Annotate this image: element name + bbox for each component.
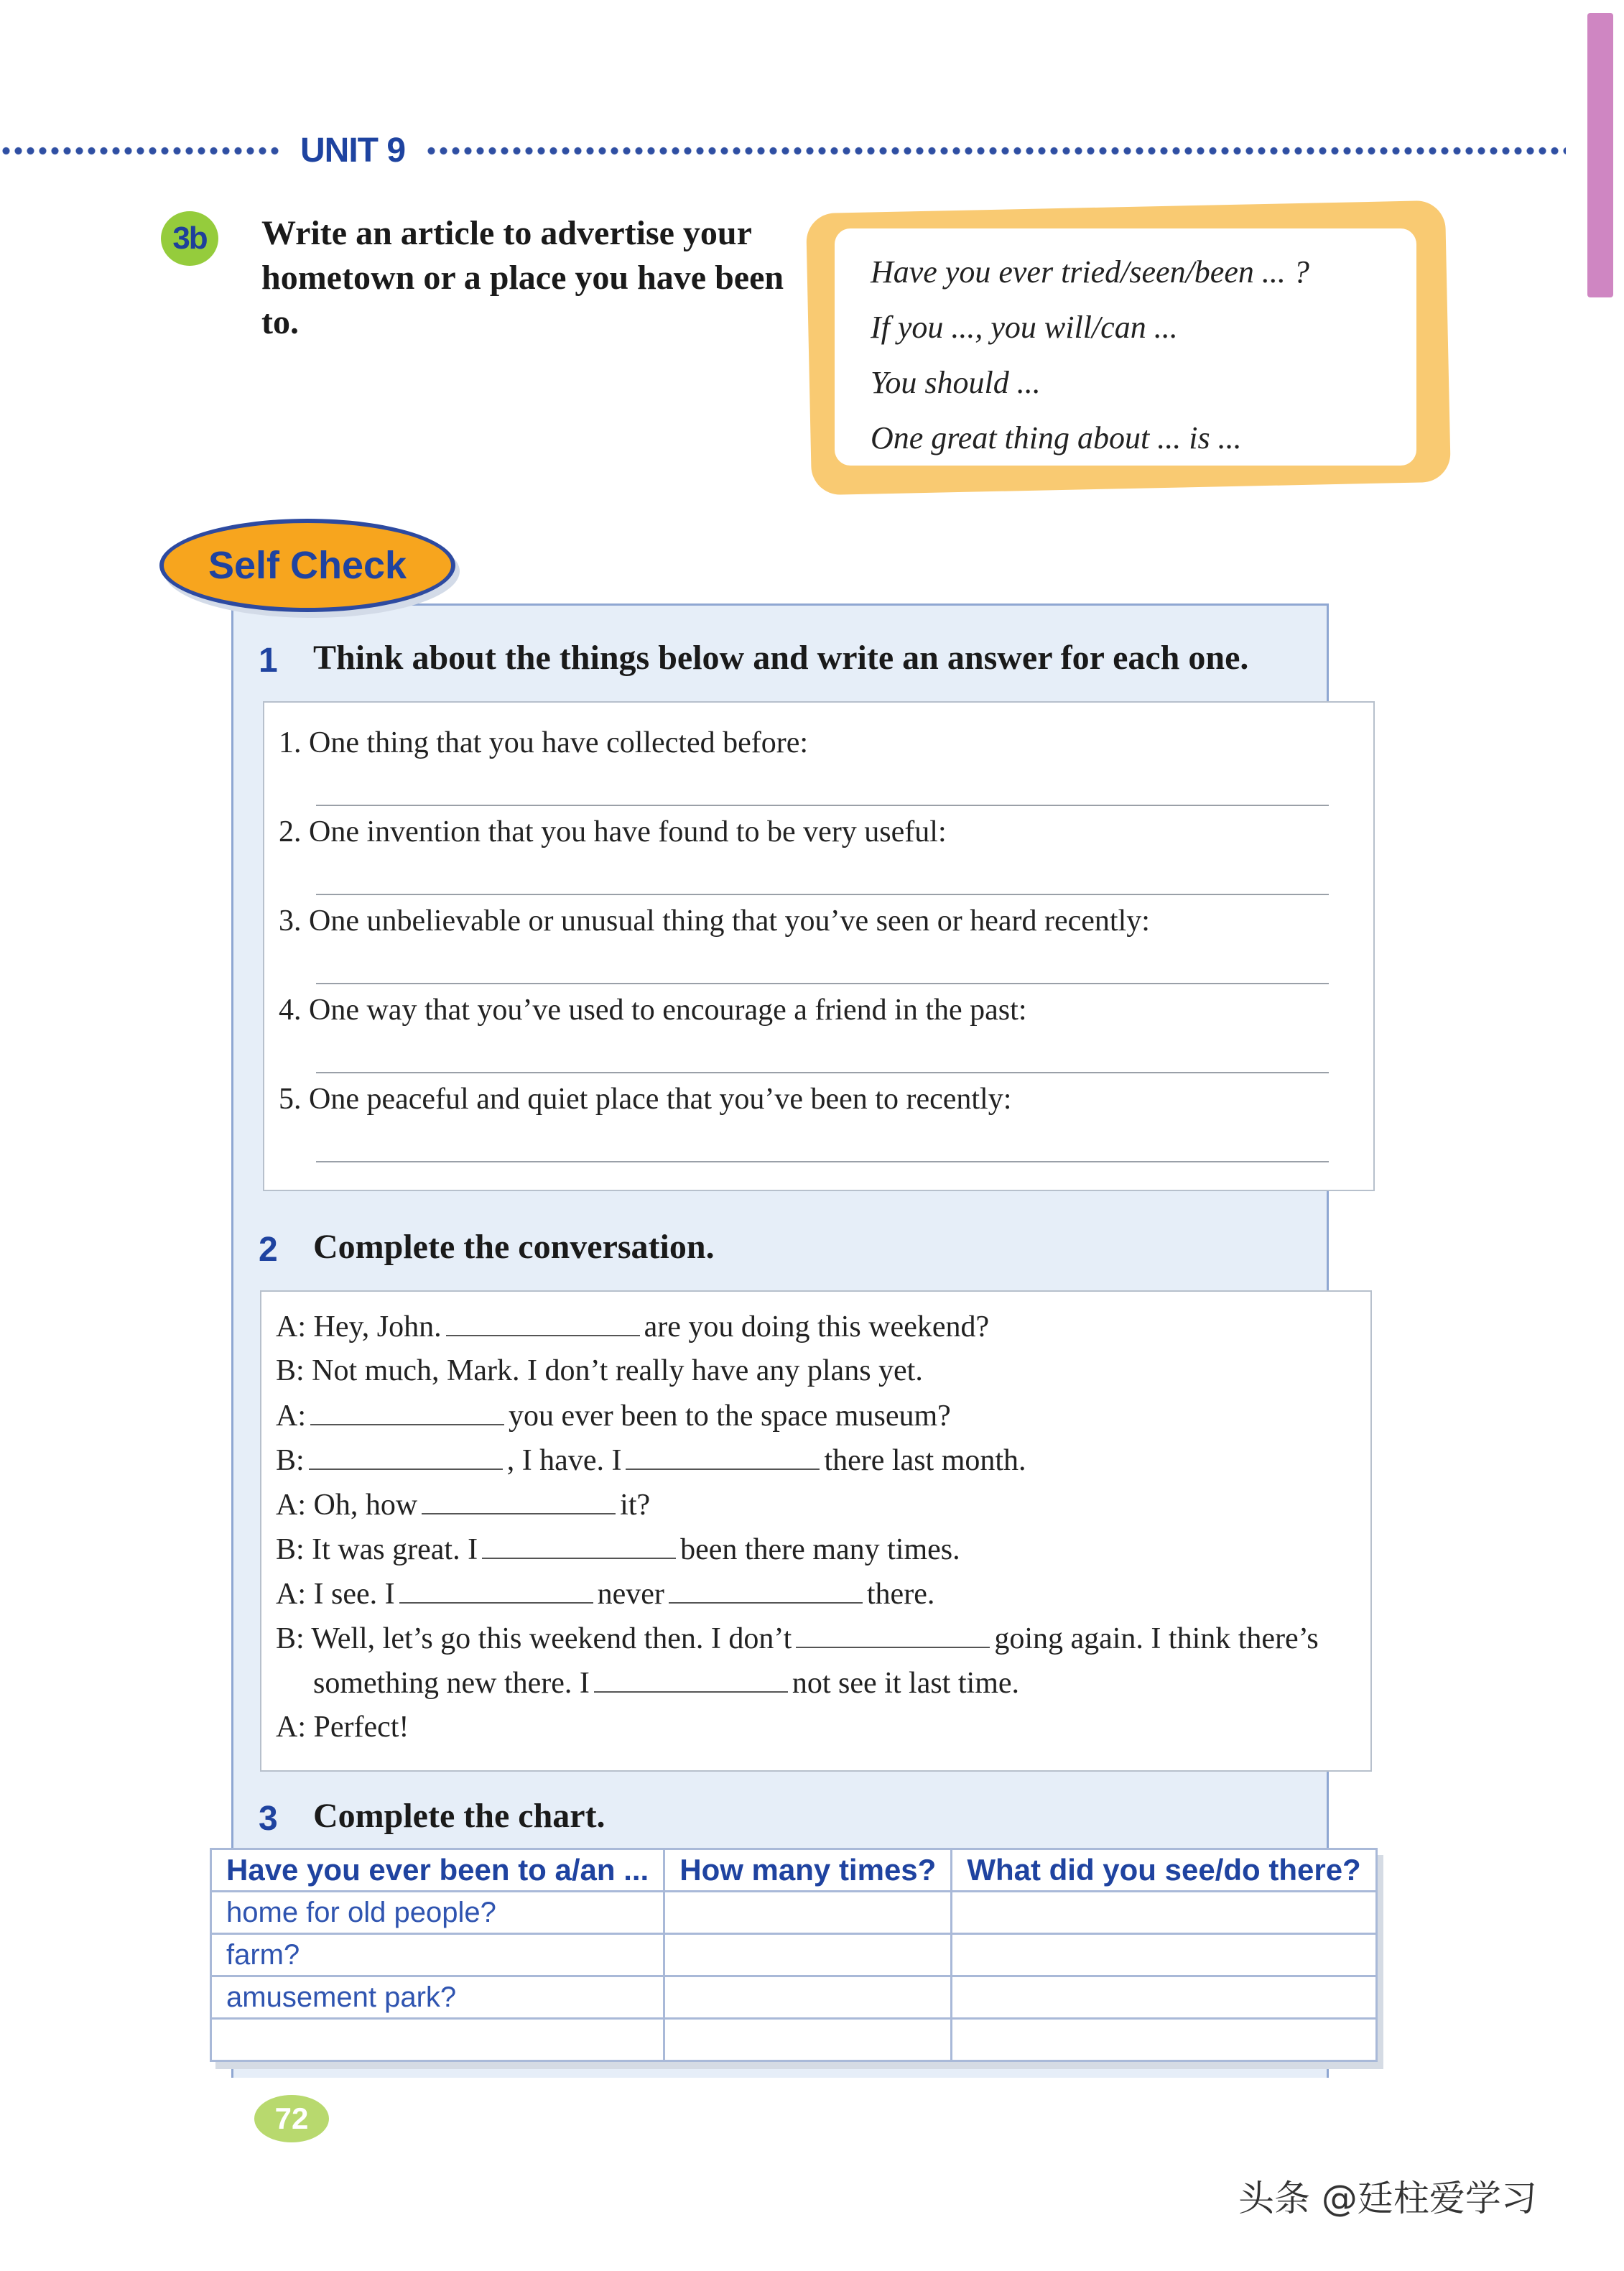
section-3-title: Complete the chart. <box>313 1797 605 1835</box>
answer-line-1[interactable] <box>316 805 1329 806</box>
self-check-label: Self Check <box>208 544 407 587</box>
experience-chart <box>210 1848 1378 2062</box>
question-2: 2. One invention that you have found to be very useful: <box>279 815 947 848</box>
dialogue-line: B: , I have. I there last month. <box>276 1444 1026 1477</box>
chart-header: Have you ever been to a/an ... <box>211 1849 664 1892</box>
dialogue-line: B: It was great. I been there many times. <box>276 1533 960 1566</box>
answer-line-5[interactable] <box>316 1161 1329 1162</box>
answer-line-2[interactable] <box>316 894 1329 895</box>
chart-activity-cell[interactable] <box>952 1892 1376 1934</box>
hint-line: One great thing about ... is ... <box>871 420 1242 455</box>
chart-place-cell[interactable] <box>211 2019 664 2061</box>
chart-activity-cell[interactable] <box>952 1976 1376 2019</box>
blank[interactable] <box>310 1398 504 1425</box>
dialogue-line: B: Well, let’s go this weekend then. I don’t going again. I think there’s <box>276 1622 1319 1655</box>
blank[interactable] <box>399 1576 593 1604</box>
dialogue-line: A: you ever been to the space museum? <box>276 1400 951 1433</box>
watermark: 头条 @廷柱爱学习 <box>1238 2178 1537 2219</box>
chart-times-cell[interactable] <box>664 1892 952 1934</box>
chart-header: How many times? <box>664 1849 952 1892</box>
hint-list <box>871 244 1309 466</box>
task-3b-badge: 3b <box>161 211 218 266</box>
chart-place-cell: farm? <box>211 1934 664 1976</box>
task-3b-instruction: Write an article to advertise your hometown or a place you have been to. <box>261 214 784 341</box>
dialogue-line: A: I see. I never there. <box>276 1578 935 1611</box>
dialogue-line: B: Not much, Mark. I don’t really have any plans yet. <box>276 1354 923 1387</box>
blank[interactable] <box>626 1443 820 1470</box>
blank[interactable] <box>594 1665 788 1693</box>
chart-activity-cell[interactable] <box>952 2019 1376 2061</box>
dialogue-line: A: Hey, John. are you doing this weekend? <box>276 1310 990 1343</box>
question-1: 1. One thing that you have collected before: <box>279 726 809 759</box>
question-5: 5. One peaceful and quiet place that you’ve been to recently: <box>279 1083 1012 1116</box>
dialogue-line: something new there. I not see it last time. <box>313 1667 1019 1700</box>
question-3: 3. One unbelievable or unusual thing that you’ve seen or heard recently: <box>279 905 1150 938</box>
page-edge-tab <box>1587 13 1613 297</box>
chart-times-cell[interactable] <box>664 1934 952 1976</box>
section-3-number: 3 <box>259 1800 278 1838</box>
blank[interactable] <box>309 1443 503 1470</box>
chart-row <box>211 2019 1377 2061</box>
hint-line: If you ..., you will/can ... <box>871 310 1178 345</box>
dialogue-line: A: Perfect! <box>276 1711 409 1744</box>
chart-times-cell[interactable] <box>664 2019 952 2061</box>
answer-line-3[interactable] <box>316 983 1329 984</box>
section-2-number: 2 <box>259 1231 278 1269</box>
page-number: 72 <box>254 2095 329 2142</box>
dotted-rule-left <box>0 141 282 161</box>
chart-row <box>211 1934 1377 1976</box>
chart-place-cell: home for old people? <box>211 1892 664 1934</box>
chart-activity-cell[interactable] <box>952 1934 1376 1976</box>
chart-header-row <box>211 1849 1377 1892</box>
unit-title: UNIT 9 <box>300 131 406 170</box>
chart-row <box>211 1892 1377 1934</box>
chart-row <box>211 1976 1377 2019</box>
blank[interactable] <box>669 1576 863 1604</box>
chart-place-cell: amusement park? <box>211 1976 664 2019</box>
dotted-rule-right <box>425 141 1566 161</box>
section-1-box <box>263 701 1375 1191</box>
section-2-title: Complete the conversation. <box>313 1228 715 1266</box>
blank[interactable] <box>446 1309 640 1336</box>
hint-line: Have you ever tried/seen/been ... ? <box>871 254 1309 290</box>
blank[interactable] <box>422 1487 616 1514</box>
section-1-number: 1 <box>259 642 278 680</box>
answer-line-4[interactable] <box>316 1072 1329 1073</box>
blank[interactable] <box>482 1532 676 1559</box>
chart-times-cell[interactable] <box>664 1976 952 2019</box>
dialogue-line: A: Oh, how it? <box>276 1489 651 1522</box>
question-4: 4. One way that you’ve used to encourage a friend in the past: <box>279 994 1027 1027</box>
chart-header: What did you see/do there? <box>952 1849 1376 1892</box>
section-1-title: Think about the things below and write an answer for each one. <box>313 639 1249 677</box>
blank[interactable] <box>796 1621 990 1648</box>
hint-line: You should ... <box>871 365 1041 400</box>
